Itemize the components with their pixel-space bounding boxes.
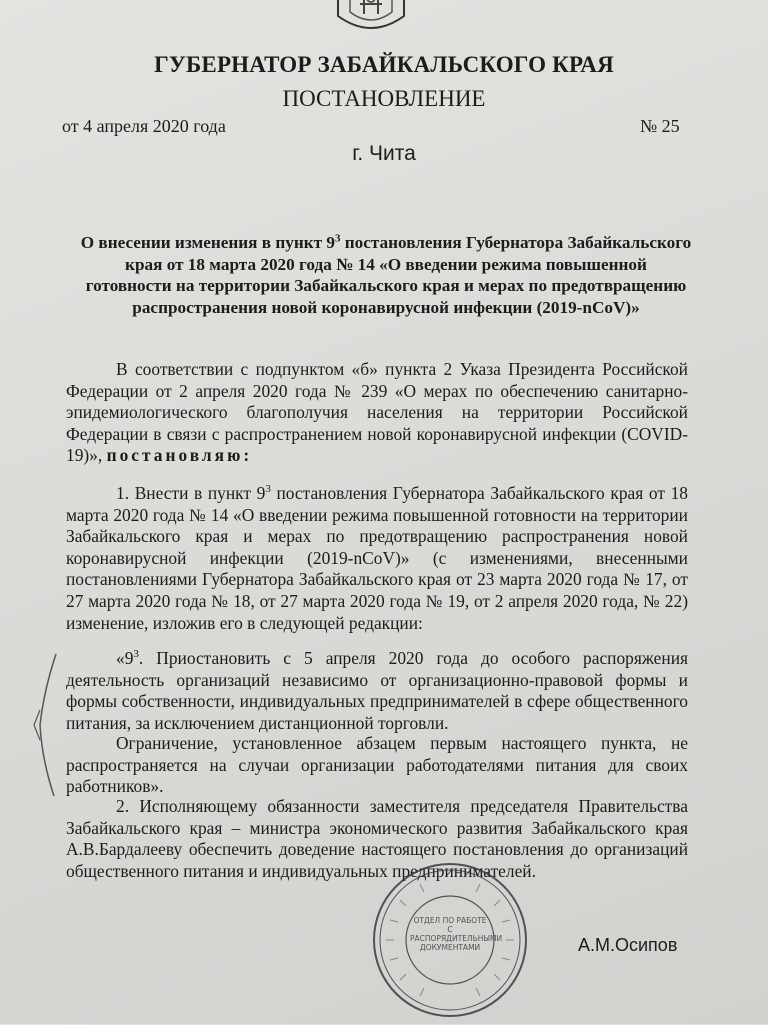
quote-text-b: . Приостановить с 5 апреля 2020 года до особого распоряжения деятельность организаций независимо от организационно-правовой формы и формы собственности, индивидуальных предпринимателей в сфере общественного питания, за исключением дистанционной торговли. [66, 648, 688, 733]
item-1-text-b: постановления Губернатора Забайкальского края от 18 марта 2020 года № 14 «О введении режима повышенной готовности на территории Забайкальского края и мерах по предотвращению распространения новой коронавирусной инфекции (2019-nCoV)» (с изменениями, внесенными постановлениями Губернатора Забайкальского края от 23 марта 2020 года № 17, от 27 марта 2020 года № 18, от 27 марта 2020 года № 19, от 2 апреля 2020 года, № 22) изменение, изложив его в следующей редакции: [66, 483, 688, 633]
title-part-2: постановления Губернатора Забайкальского края от 18 марта 2020 года № 14 «О введении режима повышенной готовности на территории Забайкальского края и мерах по предотвращению распространения новой коронавирусной инфекции (2019-nCoV)» [85, 233, 692, 317]
stamp-graphic [370, 860, 530, 1020]
signature-name: А.М.Осипов [578, 935, 678, 955]
title-part-1: О внесении изменения в пункт 9 [80, 233, 335, 252]
document-type-heading: ПОСТАНОВЛЕНИЕ [282, 86, 486, 111]
stamp-inner-text: ОТДЕЛ ПО РАБОТЕ С РАСПОРЯДИТЕЛЬНЫМИ ДОКУМЕНТАМИ [410, 916, 503, 952]
document-title [80, 232, 692, 318]
coat-of-arms-emblem [330, 0, 412, 36]
title-superscript: 3 [334, 232, 341, 245]
limitation-text: Ограничение, установленное абзацем первым настоящего пункта, не распространяется на случаи организации работодателями питания для своих работников». [66, 733, 688, 797]
document-date: от 4 апреля 2020 года [62, 116, 226, 136]
margin-bracket-mark [30, 650, 60, 800]
item-1-text-a: 1. Внести в пункт 9 [116, 483, 266, 503]
limitation-paragraph [66, 733, 688, 798]
item-2-text: 2. Исполняющему обязанности заместителя председателя Правительства Забайкальского края – министра экономического развития Забайкальского края А.В.Бардалееву обеспечить доведение настоящего постановления до организаций общественного питания и индивидуальных предпринимателей. [66, 796, 688, 881]
item-1-paragraph [66, 483, 688, 634]
item-1-superscript: 3 [265, 483, 271, 496]
decree-word: постановляю: [106, 445, 253, 466]
intro-text: В соответствии с подпунктом «б» пункта 2 Указа Президента Российской Федерации от 2 апреля 2020 года № 239 «О мерах по обеспечению санитарно-эпидемиологического благополучия населения на территории Российской Федерации в связи с распространением новой коронавирусной инфекции (COVID-19)», [66, 359, 688, 466]
intro-paragraph [66, 359, 688, 467]
authority-heading: ГУБЕРНАТОР ЗАБАЙКАЛЬСКОГО КРАЯ [154, 52, 614, 77]
document-number: № 25 [640, 116, 680, 136]
quote-text-a: «9 [116, 648, 134, 668]
quote-superscript: 3 [133, 648, 139, 661]
document-city: г. Чита [352, 142, 416, 165]
official-stamp [370, 860, 530, 1020]
quoted-paragraph [66, 648, 688, 734]
